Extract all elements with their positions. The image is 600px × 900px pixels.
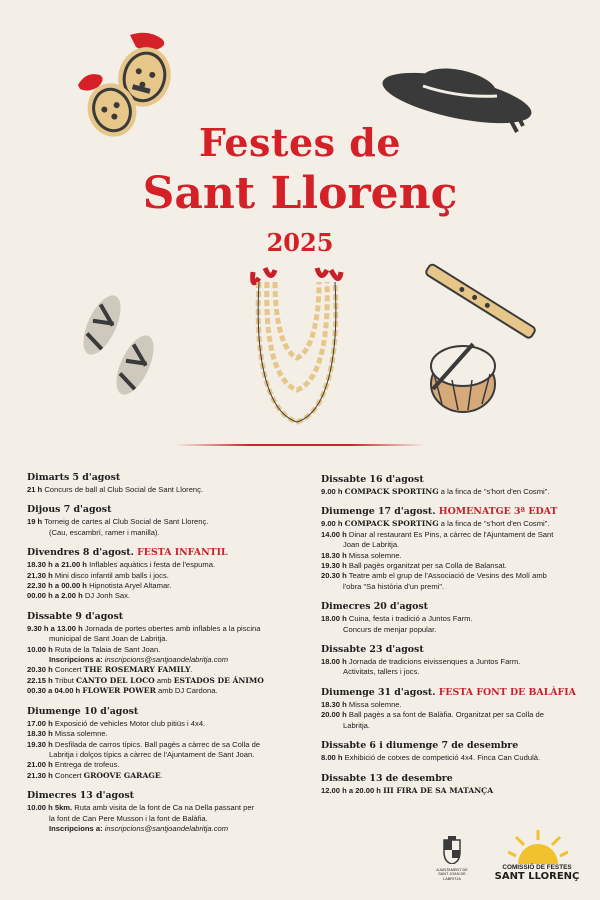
- event-row: [27, 719, 299, 729]
- event-row: [27, 485, 299, 495]
- event-text: amb: [154, 675, 174, 685]
- event-row: [321, 700, 593, 710]
- event-time: 19.30 h: [321, 561, 347, 571]
- ajuntament-crest-icon: [442, 836, 462, 864]
- day-block: [27, 504, 299, 538]
- event-time: 20.30 h: [321, 571, 347, 581]
- event-time: 18.30 h: [321, 550, 347, 560]
- event-time: 00.30 a 04.00 h: [27, 686, 81, 696]
- title-line-1: Festes de: [198, 120, 402, 165]
- logos-area: [430, 828, 580, 888]
- event-text: Inflables aquàtics i festa de l'espuma.: [89, 560, 216, 570]
- event-text: Desfilada de carros típics. Ball pagès a càrrec de sa Colla de: [54, 739, 261, 749]
- comissio-line-2: SANT LLORENÇ: [494, 871, 580, 882]
- event-time: 20.30 h: [27, 665, 53, 675]
- day-title: [27, 547, 299, 559]
- event-act: COMPACK SPORTING: [344, 519, 439, 529]
- event-row: [321, 571, 593, 592]
- event-row: [27, 624, 299, 645]
- event-row: [321, 530, 593, 551]
- comissio-logo-text: [492, 864, 582, 882]
- event-time: 21.00 h: [27, 760, 53, 770]
- day-date: Dissabte 13 de desembre: [321, 772, 453, 784]
- event-text: Missa solemne.: [348, 550, 402, 560]
- event-text: Hipnotista Aryel Altamar.: [89, 581, 172, 591]
- event-text: Concert: [54, 665, 84, 675]
- event-time: 14.00 h: [321, 529, 347, 539]
- event-time: 10.00 h: [27, 644, 53, 654]
- event-time: 9.30 h a 13.00 h: [27, 623, 83, 633]
- comissio-line-1: COMISSIÓ DE FESTES: [502, 864, 572, 871]
- event-text: DJ Jonh Sax.: [84, 591, 131, 601]
- event-row: [27, 591, 299, 601]
- day-title: [321, 506, 593, 518]
- event-row: [321, 786, 593, 796]
- event-row: [321, 614, 593, 635]
- event-row: [27, 560, 299, 570]
- event-row: [321, 753, 593, 763]
- day-highlight: HOMENATGE 3ª EDAT: [438, 506, 558, 518]
- event-text: Teatre amb el grup de l'Associació de Vesins des Molí amb: [348, 571, 547, 581]
- day-title: [27, 706, 299, 718]
- event-time: 22.30 h a 00.00 h: [27, 581, 87, 591]
- event-act: THE ROSEMARY FAMILY: [83, 665, 191, 675]
- event-text: Entrega de trofeus.: [54, 760, 120, 770]
- day-block: [27, 706, 299, 781]
- day-date: Dissabte 16 d'agost: [321, 474, 424, 485]
- day-highlight: FESTA INFANTIL: [137, 547, 228, 559]
- event-act: III FIRA DE SA MATANÇA: [383, 785, 494, 795]
- event-text: Jornada de tradicions eivissenques a Juntos Farm.: [348, 657, 521, 667]
- ajuntament-name: [430, 868, 474, 881]
- event-time: 22.15 h: [27, 675, 53, 685]
- event-row: [321, 710, 593, 731]
- event-text: Tribut: [54, 675, 76, 685]
- event-text: Torneig de cartes al Club Social de Sant Llorenç.: [44, 517, 209, 527]
- event-time: 18.00 h: [321, 657, 347, 667]
- program-column-right: [321, 474, 593, 805]
- event-time: 8.00 h: [321, 753, 343, 763]
- event-row: [27, 686, 299, 696]
- sandals-illustration: [70, 285, 170, 405]
- day-title: [27, 472, 299, 484]
- event-text: Exhibició de cotxes de competició 4x4. Finca Can Cudulà.: [344, 753, 541, 763]
- day-title: [321, 687, 593, 699]
- event-time: 21 h: [27, 485, 43, 494]
- day-title: [27, 790, 299, 802]
- day-block: [321, 740, 593, 763]
- day-title: [27, 504, 299, 516]
- day-title: [321, 601, 593, 613]
- event-text: a la finca de "s'hort d'en Cosmi".: [438, 487, 550, 496]
- sun-logo-icon: [508, 830, 568, 864]
- day-block: [27, 472, 299, 495]
- day-date: Dissabte 6 i diumenge 7 de desembre: [321, 740, 519, 752]
- event-row: [27, 803, 299, 834]
- event-continuation: Labritja i dolços típics a càrrec de l'Ajuntament de Sant Joan.: [49, 749, 255, 759]
- event-time: 00.00 h a 2.00 h: [27, 591, 83, 601]
- day-title: [321, 474, 593, 486]
- event-text: Ruta amb visita de la font de Ca na Della passant per: [74, 803, 255, 813]
- day-block: [321, 474, 593, 497]
- event-text: Missa solemne.: [348, 699, 402, 709]
- event-text: .: [160, 770, 163, 780]
- day-block: [27, 790, 299, 834]
- event-act: COMPACK SPORTING: [344, 487, 439, 496]
- ajuntament-line-1: AJUNTAMENT DE: [436, 868, 468, 872]
- day-block: [27, 547, 299, 602]
- title-year: 2025: [266, 228, 334, 257]
- event-row: [27, 665, 299, 675]
- event-text: .: [190, 665, 193, 675]
- event-text: Exposició de vehicles Motor club pitiüs i 4x4.: [54, 718, 206, 728]
- divider: [175, 444, 425, 446]
- event-text: Cuina, festa i tradició a Juntos Farm.: [348, 614, 473, 624]
- inscription-line: [27, 824, 299, 834]
- event-row: [27, 676, 299, 686]
- event-row: [27, 740, 299, 761]
- event-time: 19 h: [27, 517, 43, 527]
- event-text: Dinar al restaurant Es Pins, a càrrec de l'Ajuntament de Sant: [348, 529, 554, 539]
- necklace-illustration: [245, 262, 350, 432]
- event-time: 9.00 h: [321, 519, 343, 529]
- event-row: [27, 571, 299, 581]
- event-time: 18.30 h: [27, 729, 53, 739]
- event-time: 12.00 h a 20.00 h: [321, 785, 381, 795]
- title-line-2: Sant Llorenç: [142, 168, 458, 219]
- event-row: [27, 517, 299, 538]
- event-act: GROOVE GARAGE: [83, 770, 161, 780]
- event-text: Mini disco infantil amb balls i jocs.: [54, 570, 169, 580]
- day-block: [321, 601, 593, 635]
- event-text: a la finca de "s'hort d'en Cosmi".: [438, 519, 550, 529]
- inscription-email: inscripcions@santjoandelabritja.com: [104, 823, 229, 833]
- day-title: [27, 611, 299, 623]
- event-continuation: municipal de Sant Joan de Labritja.: [49, 634, 168, 644]
- event-act: FLOWER POWER: [82, 686, 156, 696]
- day-block: [321, 687, 593, 731]
- program-column-left: [27, 472, 299, 843]
- event-act: ESTADOS DE ÁNIMO: [173, 675, 264, 685]
- event-time: 21.30 h: [27, 570, 53, 580]
- event-continuation: Joan de Labritja.: [343, 540, 400, 550]
- event-time: 18.30 h a 21.00 h: [27, 560, 87, 570]
- event-text: Ball pagès a sa font de Balàfia. Organitzat per sa Colla de: [348, 710, 544, 720]
- event-text: Jornada de portes obertes amb inflables a la piscina: [84, 623, 261, 633]
- day-title: [321, 773, 593, 785]
- event-continuation: l'obra "Sa història d'un premi".: [343, 581, 445, 591]
- event-act: CANTO DEL LOCO: [76, 675, 155, 685]
- event-row: [321, 551, 593, 561]
- day-date: Dissabte 9 d'agost: [27, 610, 124, 622]
- flute-drum-illustration: [418, 262, 548, 422]
- event-time: 19.30 h: [27, 739, 53, 749]
- event-row: [321, 657, 593, 678]
- event-continuation: (Cau, escambrí, ramer i manilla).: [49, 527, 160, 537]
- day-date: Diumenge 10 d'agost: [27, 705, 139, 717]
- day-block: [321, 644, 593, 678]
- event-time: 9.00 h: [321, 487, 343, 496]
- event-text: Ball pagès organitzat per sa Colla de Balansat.: [348, 561, 507, 571]
- day-date: Dimarts 5 d'agost: [27, 472, 121, 483]
- ajuntament-line-2: SANT JOAN DE LABRITJA: [438, 872, 466, 881]
- event-row: [321, 561, 593, 571]
- event-text: Missa solemne.: [54, 729, 108, 739]
- event-time: 18.00 h: [321, 614, 347, 624]
- event-text: Ruta de la Talaia de Sant Joan.: [54, 644, 161, 654]
- day-title: [321, 740, 593, 752]
- inscription-email: inscripcions@santjoandelabritja.com: [104, 655, 229, 665]
- event-row: [27, 729, 299, 739]
- event-time: 18.30 h: [321, 699, 347, 709]
- day-date: Diumenge 17 d'agost.: [321, 506, 436, 518]
- day-date: Dimecres 20 d'agost: [321, 601, 428, 613]
- day-date: Divendres 8 d'agost.: [27, 547, 134, 559]
- day-highlight: FESTA FONT DE BALÀFIA: [438, 686, 576, 698]
- event-row: [27, 771, 299, 781]
- event-row: [27, 760, 299, 770]
- event-row: [321, 487, 593, 497]
- day-date: Dimecres 13 d'agost: [27, 790, 134, 802]
- day-title: [321, 644, 593, 656]
- day-date: Dijous 7 d'agost: [27, 504, 112, 516]
- event-continuation: la font de Can Pere Musson i la font de Balàfia.: [49, 813, 208, 823]
- event-text: amb DJ Cardona.: [155, 686, 218, 696]
- event-continuation: Activitats, tallers i jocs.: [343, 667, 420, 677]
- event-continuation: Concurs de menjar popular.: [343, 624, 437, 634]
- event-time: 21.30 h: [27, 770, 53, 780]
- day-block: [321, 773, 593, 796]
- day-block: [321, 506, 593, 592]
- day-date: Dissabte 23 d'agost: [321, 644, 424, 656]
- event-row: [321, 519, 593, 529]
- event-text: Concert: [54, 770, 84, 780]
- event-time: 10.00 h 5km.: [27, 803, 73, 813]
- day-block: [27, 611, 299, 697]
- inscription-line: [27, 655, 299, 665]
- event-time: 20.00 h: [321, 710, 347, 720]
- event-time: 17.00 h: [27, 718, 53, 728]
- event-continuation: Labritja.: [343, 720, 371, 730]
- day-date: Diumenge 31 d'agost.: [321, 686, 436, 698]
- event-text: Concurs de ball al Club Social de Sant Llorenç.: [44, 485, 204, 494]
- inscription-label: Inscripcions a:: [49, 655, 103, 665]
- inscription-label: Inscripcions a:: [49, 823, 103, 833]
- event-row: [27, 581, 299, 591]
- event-row: [27, 645, 299, 666]
